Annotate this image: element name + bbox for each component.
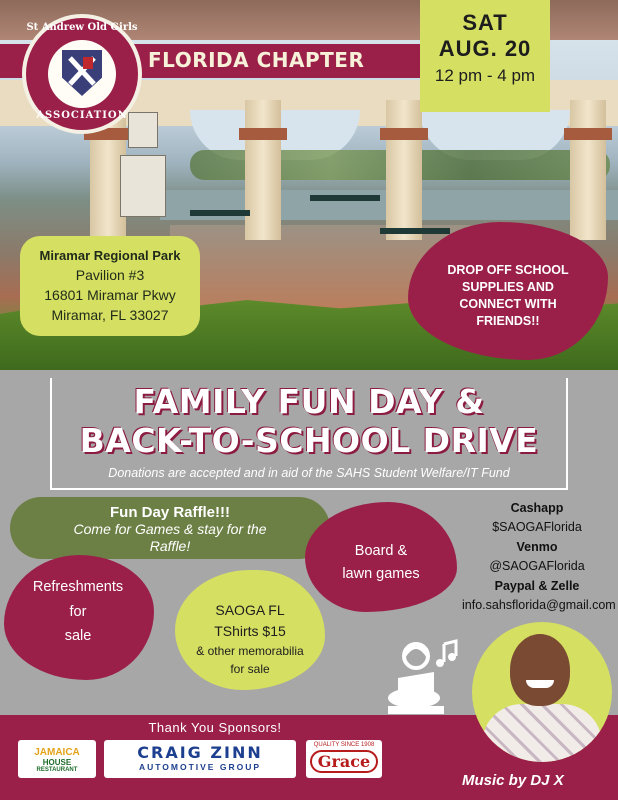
dj-photo: [472, 622, 612, 762]
refresh-line: for: [69, 603, 87, 620]
tshirts-text: [178, 600, 322, 678]
date-box: [420, 0, 550, 112]
music-credit: Music by DJ X: [462, 772, 564, 789]
venue-name: Miramar Regional Park: [39, 248, 181, 263]
cashapp-value: $SAOGAFlorida: [492, 520, 582, 535]
cross-icon: [66, 54, 98, 90]
sponsor3-line1: Grace: [310, 750, 378, 773]
paypal-value: info.sahsflorida@gmail.com: [462, 597, 616, 612]
dropoff-line: DROP OFF SCHOOL: [447, 263, 569, 277]
rules-sign: [120, 155, 166, 217]
sponsor2-line1: CRAIG ZINN: [137, 743, 263, 762]
event-title-line2: BACK-TO-SCHOOL DRIVE: [79, 421, 539, 460]
venue-line: 16801 Miramar Pkwy: [44, 287, 176, 303]
sponsor-grace: [306, 740, 382, 778]
shirts-line: TShirts $15: [214, 623, 286, 639]
sponsor1-line3: RESTAURANT: [36, 767, 78, 773]
board-line: Board &: [354, 543, 408, 559]
sponsor2-line2: AUTOMOTIVE GROUP: [138, 762, 262, 772]
refresh-line: sale: [64, 628, 92, 645]
cashapp-label: Cashapp: [510, 501, 564, 515]
picnic-table: [310, 195, 380, 201]
sponsor3-line0: QUALITY SINCE 1908: [313, 742, 375, 748]
event-title-line1: FAMILY FUN DAY &: [133, 382, 485, 421]
dropoff-line: FRIENDS!!: [476, 313, 540, 328]
logo-inner-circle: [48, 40, 116, 108]
sponsors-title: Thank You Sponsors!: [148, 720, 282, 735]
chapter-title: FLORIDA CHAPTER: [148, 48, 365, 72]
pillar: [386, 100, 422, 240]
dropoff-text: [418, 262, 598, 330]
raffle-title: Fun Day Raffle!!!: [110, 504, 230, 521]
refresh-line: Refreshments: [32, 579, 124, 595]
pillar-cap: [239, 128, 287, 140]
shirts-line: & other memorabilia: [196, 644, 304, 658]
sponsor-jamaica-house: [18, 740, 96, 778]
association-logo: [22, 14, 142, 134]
pillar: [245, 100, 281, 240]
dj-shirt: [482, 704, 602, 762]
pillar-cap: [380, 128, 428, 140]
shirts-line: for sale: [230, 662, 270, 676]
venue-line: Miramar, FL 33027: [51, 307, 169, 323]
date-day: SAT: [462, 10, 508, 35]
sponsor1-line1: JAMAICA: [34, 747, 80, 758]
payment-info: [462, 499, 616, 615]
raffle-text: Come for Games & stay for the: [73, 521, 267, 537]
venmo-label: Venmo: [516, 539, 558, 554]
pillar-cap: [564, 128, 612, 140]
dj-head: [510, 634, 570, 706]
logo-bottom-text: ASSOCIATION: [36, 110, 128, 121]
board-line: lawn games: [342, 566, 420, 583]
refreshments-text: [8, 575, 148, 649]
paypal-label: Paypal & Zelle: [494, 578, 580, 593]
sponsor1-line2: HOUSE: [42, 758, 72, 767]
picnic-table: [190, 210, 250, 216]
dj-smile: [526, 680, 554, 688]
raffle-text: Raffle!: [149, 537, 191, 554]
shirts-line: SAOGA FL: [215, 602, 285, 618]
dropoff-line: CONNECT WITH: [459, 296, 557, 311]
donation-note: Donations are accepted and in aid of the SAHS Student Welfare/IT Fund: [108, 466, 510, 480]
venue-line: Pavilion #3: [75, 267, 145, 283]
venmo-value: @SAOGAFlorida: [489, 559, 585, 574]
sponsor-craig-zinn: [104, 740, 296, 778]
picnic-table: [380, 228, 450, 234]
dj-turntable-icon: [384, 636, 464, 726]
dropoff-line: SUPPLIES AND: [462, 279, 554, 294]
date-date: AUG. 20: [438, 36, 532, 61]
raffle-pill: [10, 497, 330, 559]
logo-top-text: St Andrew Old Girls: [26, 22, 138, 33]
board-games-text: [310, 540, 452, 586]
pillar: [570, 100, 606, 240]
venue-box: [20, 236, 200, 336]
date-time: 12 pm - 4 pm: [434, 66, 536, 85]
